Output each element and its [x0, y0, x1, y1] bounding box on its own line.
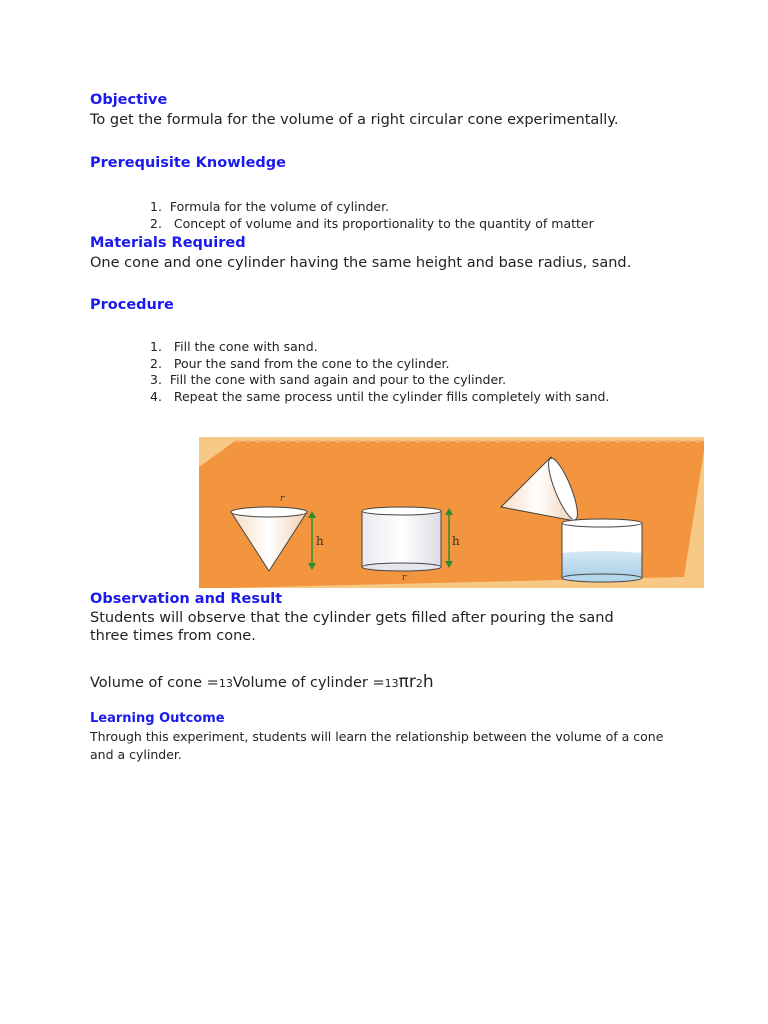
procedure-heading: Procedure: [90, 297, 174, 313]
list-item: [150, 199, 594, 216]
list-item: [150, 356, 609, 373]
list-item-text: Concept of volume and its proportionality to the quantity of matter: [173, 215, 594, 231]
learning-outcome-text: Through this experiment, students will learn the relationship between the volume of a cone and a cylinder.: [90, 729, 664, 762]
prerequisite-heading: Prerequisite Knowledge: [90, 155, 286, 171]
list-item-number: 3.: [150, 372, 162, 387]
materials-text: One cone and one cylinder having the same height and base radius, sand.: [90, 255, 632, 271]
radius-symbol: r: [408, 672, 416, 692]
radius-label: r: [280, 494, 285, 504]
formula-part-1: Volume of cone =: [90, 675, 219, 691]
list-item-number: 2.: [150, 215, 162, 231]
observation-line-2: three times from cone.: [90, 628, 256, 644]
volume-formula: [90, 672, 434, 692]
list-item-text: Fill the cone with sand.: [173, 339, 318, 354]
objective-text: To get the formula for the volume of a right circular cone experimentally.: [90, 112, 619, 128]
pi-symbol: π: [398, 672, 409, 692]
list-item-text: Repeat the same process until the cylinder fills completely with sand.: [173, 388, 610, 404]
prerequisite-list: [150, 199, 594, 232]
list-item: [150, 216, 594, 233]
filled-cylinder: [562, 519, 642, 582]
procedure-list: [150, 339, 609, 405]
list-item-number: 1.: [150, 199, 162, 214]
height-label: h: [316, 534, 324, 548]
list-item-number: 4.: [150, 388, 162, 404]
formula-part-2: Volume of cylinder =: [232, 675, 385, 691]
list-item: [150, 389, 609, 406]
fraction-one-third: 13: [384, 677, 399, 690]
radius-label: r: [402, 573, 407, 583]
list-item: [150, 339, 609, 356]
list-item-text: Fill the cone with sand again and pour to the cylinder.: [169, 372, 507, 387]
observation-heading: Observation and Result: [90, 591, 283, 607]
observation-line-1: Students will observe that the cylinder gets filled after pouring the sand: [90, 610, 614, 626]
list-item-number: 2.: [150, 355, 162, 371]
height-label: h: [452, 534, 460, 548]
fraction-one-third: 13: [218, 677, 233, 690]
materials-heading: Materials Required: [90, 235, 246, 251]
list-item-text: Pour the sand from the cone to the cylinder.: [173, 355, 450, 371]
list-item-number: 1.: [150, 339, 162, 354]
learning-outcome-heading: Learning Outcome: [90, 711, 225, 726]
height-symbol: h: [422, 672, 434, 692]
exponent: 2: [415, 677, 423, 690]
cylinder-shape: [362, 507, 441, 571]
list-item: [150, 372, 609, 389]
list-item-text: Formula for the volume of cylinder.: [169, 199, 390, 214]
cone-cylinder-illustration: [199, 437, 704, 588]
objective-heading: Objective: [90, 92, 168, 108]
